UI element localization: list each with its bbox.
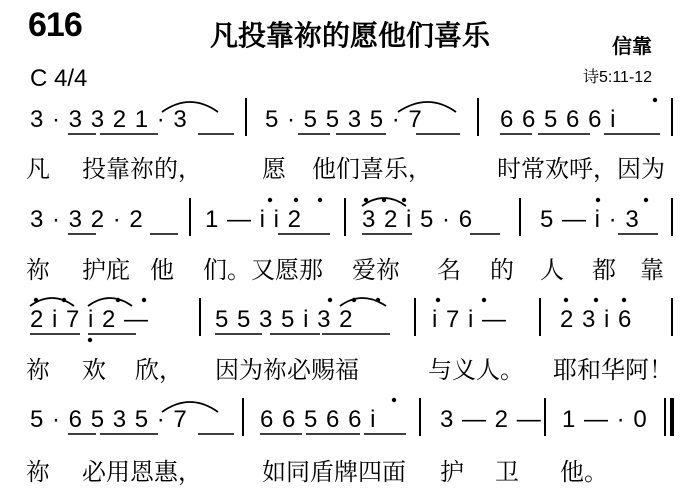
octave-dot (352, 298, 356, 302)
measure-2-1: 3 · 3 2 · 2 (30, 206, 144, 233)
measure-4-2: 6 6 5 6 6 i (260, 406, 377, 433)
lyric-4-3: 如同盾牌四面 (262, 458, 406, 486)
hymn-title: 凡投靠祢的愿他们喜乐 (210, 19, 491, 52)
lyric-1-5: 时常欢呼，因为 (497, 155, 665, 183)
octave-dot (318, 198, 322, 202)
lyric-4-6: 他。 (560, 458, 608, 486)
measure-1-1: 3 · 3 3 2 1 · 3 (30, 106, 188, 133)
octave-dot (622, 298, 626, 302)
measure-4-4: 1 — · 0 (562, 406, 648, 433)
octave-dot (34, 298, 38, 302)
lyric-1-4: 他们喜乐， (312, 155, 432, 183)
lyric-3-1: 祢 (26, 356, 50, 384)
lyric-3-4: 因为祢必赐福 (215, 356, 359, 384)
hymn-number: 616 (28, 6, 82, 44)
octave-dot (268, 198, 272, 202)
lyric-3-3: 欣， (135, 356, 183, 384)
lyric-2-6: 名 (437, 256, 461, 284)
lyric-4-2: 必用恩惠， (82, 458, 202, 486)
key-signature: C 4/4 (30, 65, 88, 92)
octave-dot (482, 298, 486, 302)
lyric-4-4: 护 (440, 458, 464, 486)
octave-dot (142, 298, 146, 302)
lyric-3-5: 与义人。 (428, 356, 524, 384)
octave-dot (116, 298, 120, 302)
lyric-1-2: 投靠祢的， (82, 155, 202, 183)
octave-dot (364, 198, 368, 202)
octave-dot (653, 98, 657, 102)
slur (162, 402, 218, 412)
measure-1-3: 6 6 5 6 6 i (500, 106, 617, 133)
lyric-2-9: 都 (592, 256, 616, 284)
slur (88, 298, 132, 306)
measure-2-3: 3 2 i 5 · 6 (362, 206, 474, 233)
octave-dot (376, 298, 380, 302)
octave-dot (382, 198, 386, 202)
lyric-3-2: 欢 (82, 356, 106, 384)
octave-dot (564, 298, 568, 302)
measure-2-4: 5 — i · 3 (540, 206, 640, 233)
lyric-2-3: 他 (150, 256, 174, 284)
lyric-2-5: 爱祢 (352, 256, 400, 284)
lyric-2-2: 护庇 (82, 256, 130, 284)
lyric-4-5: 卫 (495, 458, 519, 486)
slur (398, 102, 456, 112)
lyric-1-3: 愿 (262, 155, 286, 183)
octave-dot (594, 298, 598, 302)
octave-dot (402, 198, 406, 202)
lyric-2-7: 的 (490, 256, 514, 284)
measure-4-1: 5 · 6 5 3 5 · 7 (30, 406, 188, 433)
octave-dot (62, 298, 66, 302)
measure-4-3: 3 — 2 — (440, 406, 542, 433)
measure-3-4: 2 3 i 6 (560, 306, 633, 333)
lyric-2-8: 人 (540, 256, 564, 284)
lyric-2-10: 靠 (640, 256, 664, 284)
measure-3-3: i 7 i — (432, 306, 508, 333)
lyric-2-1: 祢 (26, 256, 50, 284)
lyric-3-6: 耶和华阿！ (553, 356, 673, 384)
octave-dot (294, 198, 298, 202)
octave-dot (392, 398, 396, 402)
category-label: 信靠 (612, 34, 652, 58)
slur (162, 102, 218, 112)
lyric-2-4: 们。又愿那 (203, 256, 323, 284)
octave-dot (328, 298, 332, 302)
octave-dot (644, 198, 648, 202)
octave-dot (436, 298, 440, 302)
measure-3-2: 5 5 3 5 i 3 2 (215, 306, 354, 333)
measure-2-2: 1 — i i 2 (205, 206, 303, 233)
measure-1-2: 5 · 5 5 3 5 · 7 (265, 106, 423, 133)
measure-3-1: 2 i 7 i 2 — (30, 306, 150, 333)
lyric-4-1: 祢 (26, 458, 50, 486)
low-octave-dot (88, 338, 92, 342)
octave-dot (596, 198, 600, 202)
lyric-1-1: 凡 (26, 155, 50, 183)
scripture-reference: 诗5:11-12 (583, 69, 653, 86)
